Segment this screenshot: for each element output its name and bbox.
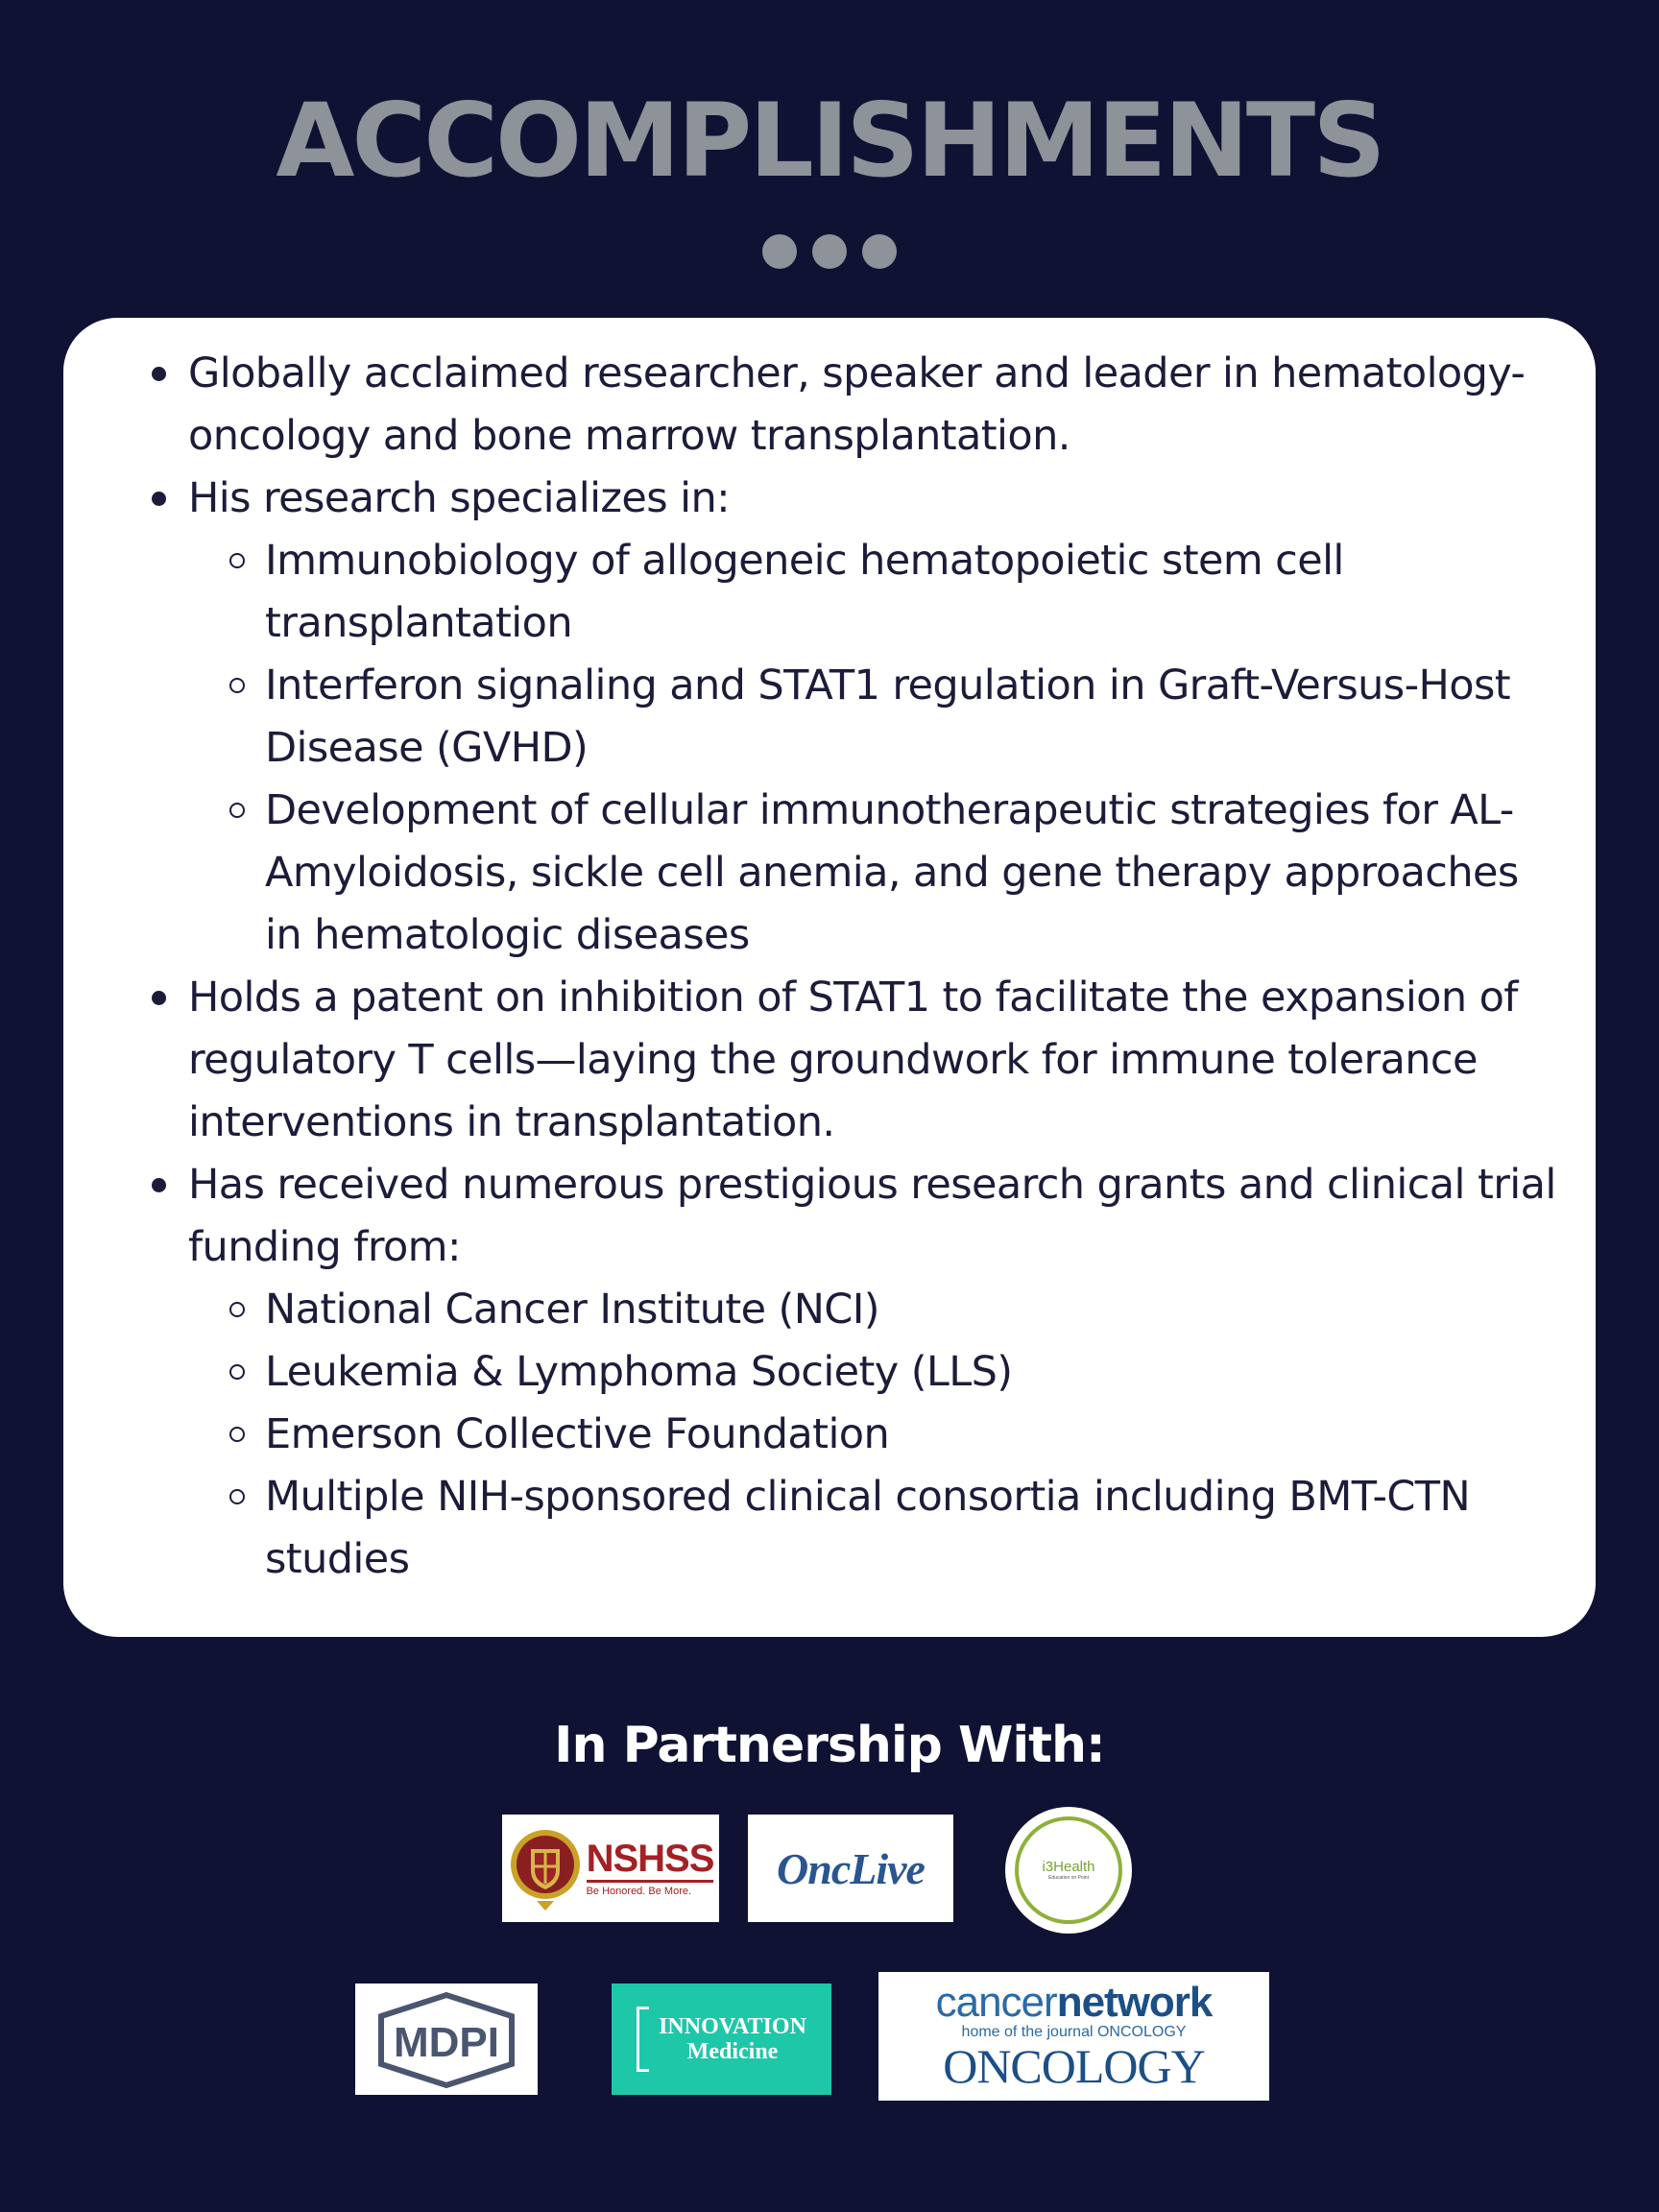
sub-list-item bbox=[63, 1404, 1557, 1466]
partners-heading: In Partnership With: bbox=[554, 1717, 1105, 1774]
sub-list bbox=[63, 530, 1557, 967]
sub-list-item-text: Interferon signaling and STAT1 regulation in Graft-Versus-Host Disease (GVHD) bbox=[265, 661, 1511, 772]
nshss-tagline: Be Honored. Be More. bbox=[586, 1885, 692, 1897]
dot bbox=[812, 234, 847, 269]
mdpi-logo bbox=[355, 1984, 538, 2095]
innovation-bracket-icon bbox=[637, 2007, 649, 2072]
sub-list-item-text: Multiple NIH-sponsored clinical consortia including BMT-CTN studies bbox=[265, 1473, 1471, 1583]
bullet-icon bbox=[152, 367, 166, 381]
onclive-name: OncLive bbox=[777, 1843, 925, 1893]
circle-bullet-icon bbox=[229, 678, 245, 693]
nshss-name: NSHSS bbox=[586, 1837, 714, 1880]
i3health-tagline: Education on Point bbox=[1048, 1874, 1089, 1881]
dot bbox=[862, 234, 897, 269]
circle-bullet-icon bbox=[229, 553, 245, 568]
sub-list-item bbox=[63, 655, 1557, 780]
list-item bbox=[63, 967, 1596, 1154]
circle-bullet-icon bbox=[229, 803, 245, 818]
innovation-medicine-logo bbox=[612, 1984, 831, 2095]
sub-list-item bbox=[63, 530, 1557, 655]
cancernetwork-journal: ONCOLOGY bbox=[943, 2039, 1205, 2093]
circle-bullet-icon bbox=[229, 1364, 245, 1380]
circle-bullet-icon bbox=[229, 1427, 245, 1442]
list-item-text: Holds a patent on inhibition of STAT1 to facilitate the expansion of regulatory T cells—laying the groundwork for immune tolerance interventions in transplantation. bbox=[188, 974, 1518, 1146]
dot bbox=[762, 234, 797, 269]
bullet-icon bbox=[152, 1178, 166, 1192]
bullet-icon bbox=[152, 492, 166, 506]
sub-list-item-text: Emerson Collective Foundation bbox=[265, 1410, 890, 1458]
list-item bbox=[63, 1154, 1596, 1591]
list-item-text: Globally acclaimed researcher, speaker and leader in hematology-oncology and bone marrow transplantation. bbox=[188, 349, 1526, 460]
i3health-name: i3Health bbox=[1042, 1858, 1095, 1875]
sub-list-item bbox=[63, 1341, 1557, 1404]
nshss-logo bbox=[502, 1815, 719, 1922]
cancernetwork-brand-a: cancer bbox=[935, 1979, 1057, 2026]
mdpi-name: MDPI bbox=[394, 2019, 499, 2066]
list-item-text: Has received numerous prestigious research grants and clinical trial funding from: bbox=[188, 1161, 1556, 1271]
list-item-text: His research specializes in: bbox=[188, 474, 731, 522]
circle-bullet-icon bbox=[229, 1302, 245, 1317]
i3health-logo bbox=[1005, 1807, 1132, 1934]
cancernetwork-brand bbox=[935, 1979, 1213, 2026]
sub-list-item bbox=[63, 780, 1557, 967]
accomplishments-list bbox=[63, 343, 1596, 1591]
innovation-line2: Medicine bbox=[686, 2039, 779, 2064]
accomplishments-card bbox=[63, 318, 1596, 1637]
cancernetwork-subtitle: home of the journal ONCOLOGY bbox=[961, 2024, 1187, 2040]
sub-list-item bbox=[63, 1466, 1557, 1591]
sub-list-item-text: Development of cellular immunotherapeutic strategies for AL-Amyloidosis, sickle cell anemia, and gene therapy approaches in hematologic diseases bbox=[265, 786, 1519, 959]
sub-list-item bbox=[63, 1279, 1557, 1341]
sub-list bbox=[63, 1279, 1557, 1591]
sub-list-item-text: Immunobiology of allogeneic hematopoietic stem cell transplantation bbox=[265, 537, 1344, 647]
bullet-icon bbox=[152, 991, 166, 1005]
mdpi-logo-mark bbox=[362, 1987, 531, 2091]
divider-dots bbox=[0, 234, 1659, 269]
innovation-line1: INNOVATION bbox=[659, 2014, 806, 2039]
list-item bbox=[63, 343, 1596, 468]
cancernetwork-brand-b: network bbox=[1056, 1979, 1213, 2026]
nshss-crest-icon bbox=[508, 1822, 583, 1914]
circle-bullet-icon bbox=[229, 1489, 245, 1504]
i3health-ring bbox=[1015, 1816, 1122, 1924]
cancernetwork-logo bbox=[878, 1972, 1269, 2101]
page-title: ACCOMPLISHMENTS bbox=[276, 82, 1383, 200]
sub-list-item-text: National Cancer Institute (NCI) bbox=[265, 1286, 879, 1334]
nshss-divider bbox=[587, 1880, 714, 1883]
onclive-logo bbox=[748, 1815, 953, 1922]
list-item bbox=[63, 468, 1596, 967]
sub-list-item-text: Leukemia & Lymphoma Society (LLS) bbox=[265, 1348, 1013, 1396]
